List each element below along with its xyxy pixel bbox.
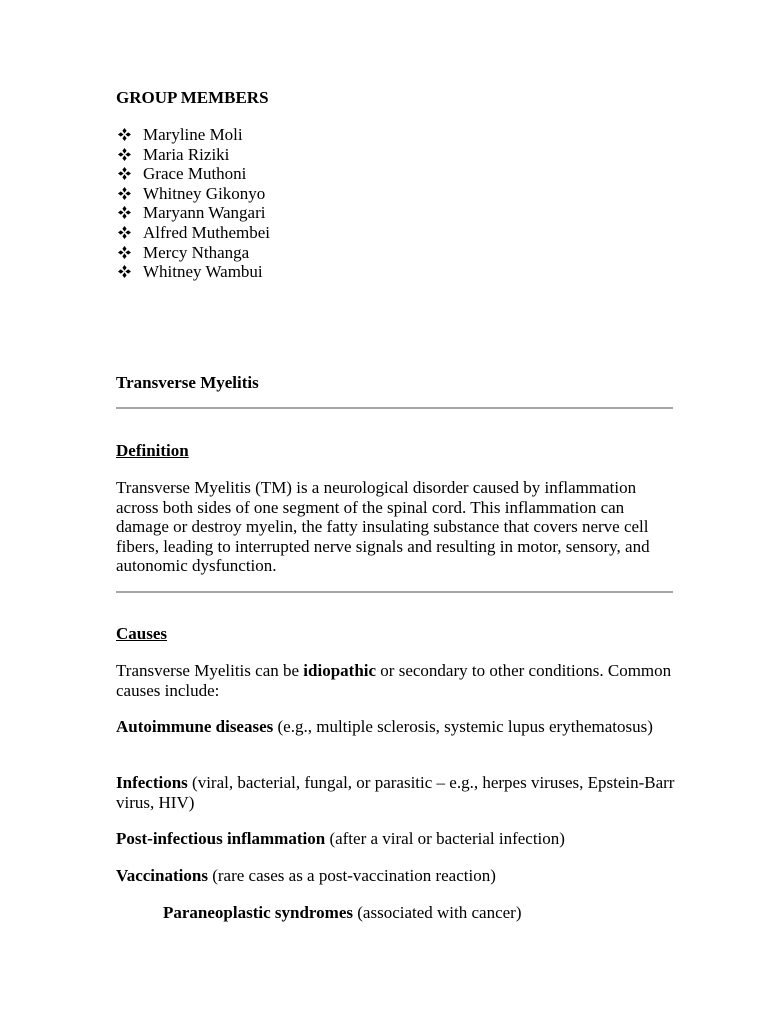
list-item <box>116 223 676 243</box>
list-item <box>116 184 676 204</box>
section-divider <box>116 407 673 409</box>
member-name: Grace Muthoni <box>143 164 247 184</box>
group-members-list <box>116 125 676 282</box>
cause-item <box>116 829 676 849</box>
definition-heading: Definition <box>116 441 189 460</box>
definition-body: Transverse Myelitis (TM) is a neurological disorder caused by inflammation across both sides of one segment of the spinal cord. This inflammation can damage or destroy myelin, the fatty insulating substance that covers nerve cell fibers, leading to interrupted nerve signals and resulting in motor, sensory, and autonomic dysfunction. <box>116 478 650 575</box>
four-diamond-bullet-icon <box>118 128 131 141</box>
cause-item-detail: (after a viral or bacterial infection) <box>325 829 565 848</box>
causes-intro-text: Transverse Myelitis can be <box>116 661 304 680</box>
list-item <box>116 243 676 263</box>
four-diamond-bullet-icon <box>118 187 131 200</box>
four-diamond-bullet-icon <box>118 246 131 259</box>
member-name: Maryline Moli <box>143 125 243 144</box>
member-name: Maria Riziki <box>143 144 230 164</box>
four-diamond-bullet-icon <box>118 167 131 180</box>
cause-item-name: Post-infectious inflammation <box>116 829 326 848</box>
document-title: Transverse Myelitis <box>116 373 259 392</box>
cause-item-name: Vaccinations <box>116 866 208 885</box>
member-name: Maryann Wangari <box>143 203 266 223</box>
cause-item-detail: (rare cases as a post-vaccination reaction) <box>207 866 496 885</box>
four-diamond-bullet-icon <box>118 226 131 239</box>
cause-item-detail: (associated with cancer) <box>353 903 522 922</box>
four-diamond-bullet-icon <box>118 206 131 219</box>
member-name: Mercy Nthanga <box>143 242 250 262</box>
section-divider <box>116 591 673 593</box>
cause-item-name: Infections <box>116 773 188 792</box>
cause-item <box>116 717 676 737</box>
member-name: Whitney Wambui <box>143 262 263 282</box>
list-item <box>116 164 676 184</box>
cause-item-name: Paraneoplastic syndromes <box>163 903 353 922</box>
list-item <box>116 145 676 165</box>
cause-item <box>116 866 676 886</box>
four-diamond-bullet-icon <box>118 148 131 161</box>
cause-item <box>163 903 683 923</box>
cause-item <box>116 773 676 812</box>
member-name: Whitney Gikonyo <box>143 183 266 203</box>
causes-heading: Causes <box>116 624 168 643</box>
list-item <box>116 125 676 145</box>
causes-intro <box>116 661 676 700</box>
causes-intro-text: or secondary to other conditions. Common causes include: <box>116 661 672 700</box>
causes-intro-emphasis: idiopathic <box>303 661 377 680</box>
group-members-heading: GROUP MEMBERS <box>116 88 269 107</box>
list-item <box>116 262 676 282</box>
four-diamond-bullet-icon <box>118 265 131 278</box>
cause-item-detail: (e.g., multiple sclerosis, systemic lupus erythematosus) <box>273 717 653 736</box>
member-name: Alfred Muthembei <box>143 222 270 242</box>
list-item <box>116 203 676 223</box>
cause-item-name: Autoimmune diseases <box>116 717 274 736</box>
cause-item-detail: (viral, bacterial, fungal, or parasitic – e.g., herpes viruses, Epstein-Barr virus, HIV) <box>116 773 675 812</box>
